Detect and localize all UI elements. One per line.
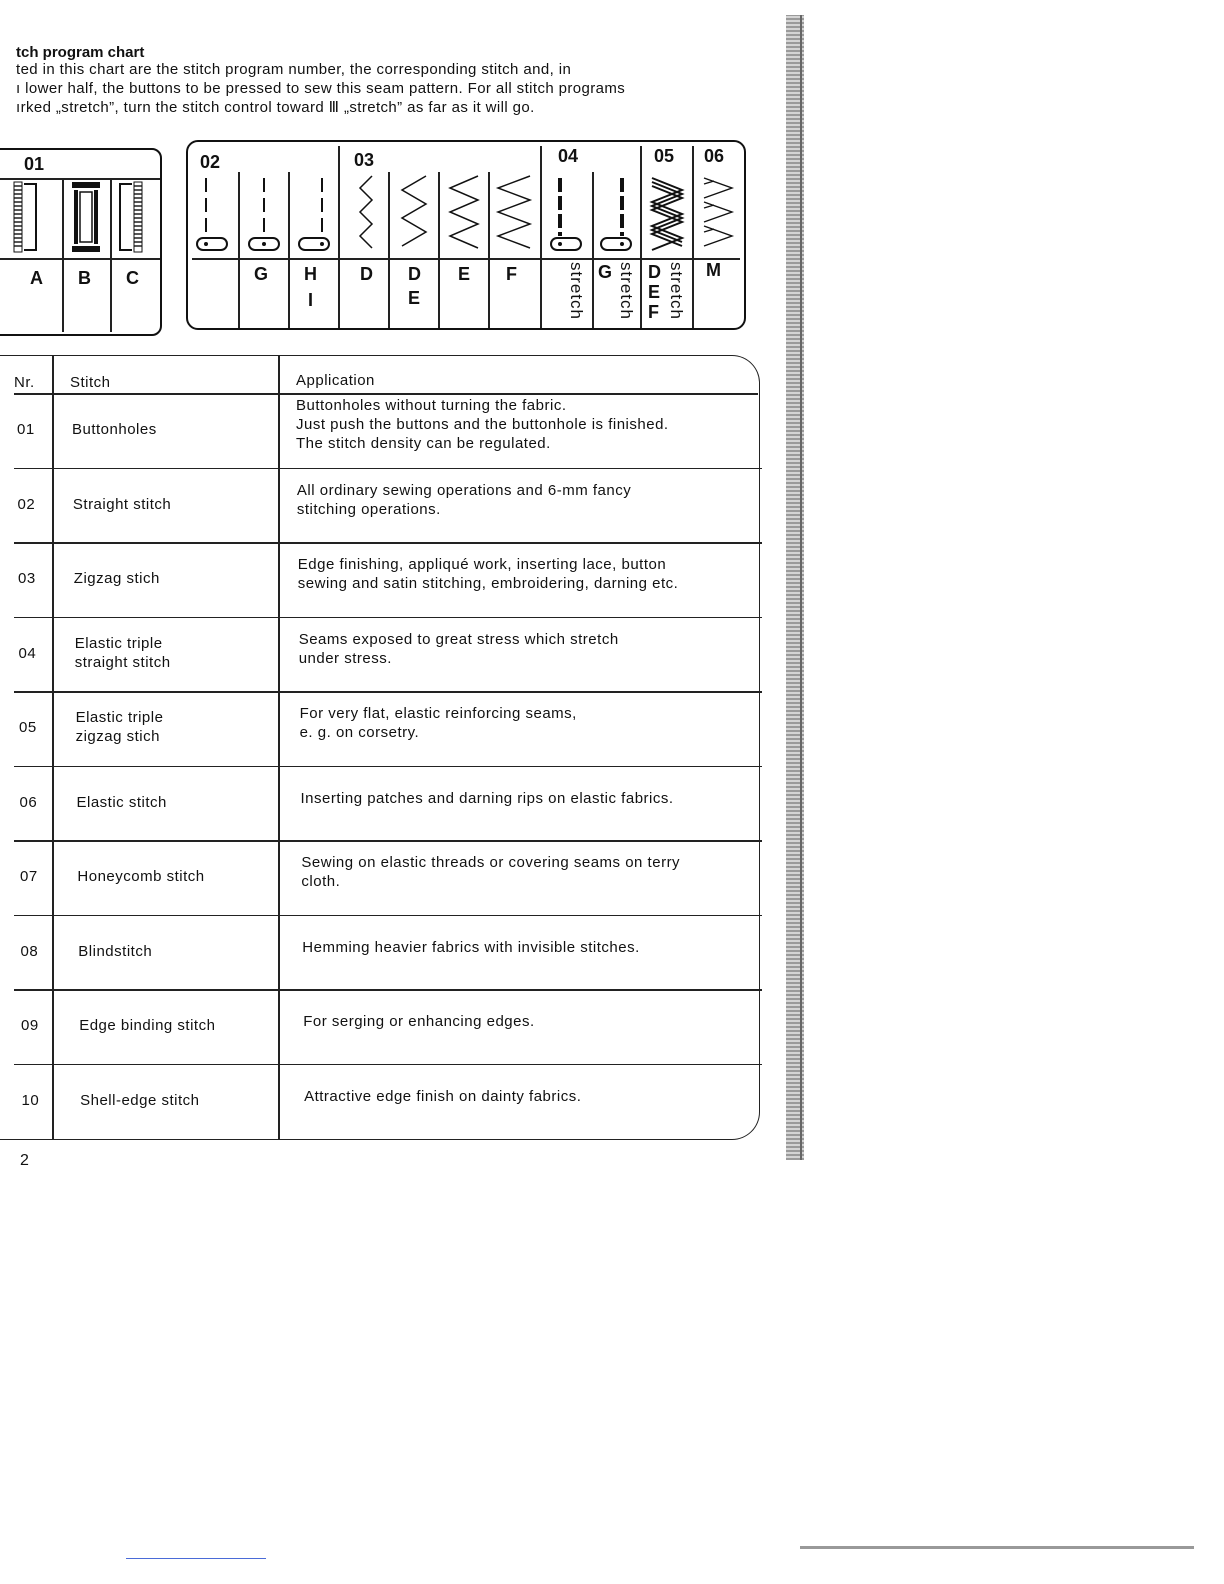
application-line: Buttonholes without turning the fabric. — [296, 397, 567, 415]
row-number: 10 — [21, 1091, 40, 1109]
page-title: tch program chart — [16, 44, 145, 61]
row-application — [302, 938, 752, 957]
panel-divider — [692, 172, 694, 328]
panel-divider — [62, 178, 64, 332]
row-application — [299, 630, 749, 668]
panel-divider — [640, 146, 642, 172]
application-line: For serging or enhancing edges. — [303, 1013, 535, 1031]
intro-line: ted in this chart are the stitch program number, the corresponding stitch and, in — [16, 61, 572, 78]
footer-line — [126, 1558, 266, 1559]
row-application — [301, 789, 751, 808]
panel-divider — [640, 172, 642, 328]
button-label-d: D — [408, 264, 421, 284]
application-line: Just push the buttons and the buttonhole is finished. — [296, 416, 669, 434]
panel-divider — [238, 172, 240, 328]
button-label-e: E — [408, 288, 421, 308]
zigzag-stitch-icon — [396, 174, 432, 254]
row-number: 02 — [17, 495, 36, 513]
button-label-b: B — [78, 268, 91, 288]
application-line: stitching operations. — [296, 500, 441, 518]
table-row-rule — [14, 542, 762, 544]
button-label-g: G — [598, 262, 613, 282]
table-row-rule — [14, 915, 762, 917]
button-label-g: G — [254, 264, 269, 284]
row-application — [297, 481, 747, 519]
button-label-d: D — [648, 262, 661, 282]
row-application — [296, 396, 746, 453]
row-number: 07 — [20, 868, 38, 886]
row-number: 06 — [19, 793, 38, 811]
table-row-rule — [14, 468, 762, 470]
program-number-02: 02 — [200, 152, 221, 172]
column-header-nr: Nr. — [14, 374, 35, 391]
button-label-d: D — [360, 264, 373, 284]
button-label-a: A — [30, 268, 43, 288]
button-label-f: F — [506, 264, 517, 284]
program-number-04: 04 — [558, 146, 579, 166]
row-stitch: Zigzag stich — [73, 570, 160, 588]
application-line: Inserting patches and darning rips on elastic fabrics. — [300, 789, 674, 807]
intro-line: ı lower half, the buttons to be pressed to sew this seam pattern. For all stitch programs — [16, 80, 626, 97]
row-number: 04 — [18, 644, 37, 662]
zigzag-stitch-icon — [446, 174, 482, 254]
buttonhole-b-icon — [68, 180, 104, 256]
row-stitch: Honeycomb stitch — [77, 868, 205, 886]
row-number: 09 — [21, 1017, 39, 1035]
table-row-rule — [14, 617, 762, 619]
table-header-rule — [14, 393, 758, 395]
row-number: 01 — [17, 421, 35, 439]
row-number: 08 — [20, 942, 39, 960]
application-line: For very flat, elastic reinforcing seams, — [299, 705, 577, 723]
application-line: cloth. — [301, 873, 341, 891]
application-line: Sewing on elastic threads or covering seams on terry — [301, 854, 681, 872]
application-line: sewing and satin stitching, embroidering, darning etc. — [297, 575, 679, 593]
straight-stitch-icon — [294, 176, 334, 256]
panel-divider — [110, 178, 112, 332]
panel-divider — [488, 172, 490, 328]
application-line: Attractive edge finish on dainty fabrics. — [304, 1087, 582, 1105]
triple-straight-stitch-icon — [548, 176, 588, 256]
row-application — [300, 704, 750, 742]
row-application — [304, 1087, 754, 1106]
binding-line — [800, 15, 802, 1160]
row-stitch: Shell-edge stitch — [80, 1091, 200, 1109]
straight-stitch-icon — [244, 176, 284, 256]
stretch-label: stretch — [567, 262, 586, 321]
row-number: 05 — [19, 719, 37, 737]
panel-divider — [288, 172, 290, 328]
panel-divider — [0, 258, 160, 260]
footer-rule — [800, 1546, 1194, 1549]
button-label-e: E — [648, 282, 661, 302]
triple-zigzag-stitch-icon — [648, 174, 688, 254]
straight-stitch-icon — [194, 176, 234, 256]
application-line: e. g. on corsetry. — [299, 724, 420, 742]
stitch-panel-buttonholes — [0, 148, 162, 336]
program-number-05: 05 — [654, 146, 675, 166]
program-number-03: 03 — [354, 150, 375, 170]
application-line: The stitch density can be regulated. — [296, 435, 551, 453]
button-label-e: E — [458, 264, 471, 284]
application-line: Hemming heavier fabrics with invisible stitches. — [302, 938, 640, 956]
buttonhole-a-icon — [12, 180, 42, 256]
row-number: 03 — [18, 570, 36, 588]
zigzag-stitch-icon — [494, 174, 534, 254]
application-line: All ordinary sewing operations and 6-mm fancy — [296, 481, 632, 499]
row-application — [298, 555, 748, 593]
row-application — [303, 1012, 753, 1031]
button-label-f: F — [648, 302, 659, 322]
row-stitch: Elastic triple straight stitch — [74, 634, 171, 671]
stretch-label: stretch — [667, 262, 686, 321]
column-header-stitch: Stitch — [70, 374, 111, 391]
application-line: Seams exposed to great stress which stretch — [298, 630, 619, 648]
buttonhole-c-icon — [116, 180, 146, 256]
panel-divider — [540, 146, 542, 172]
row-stitch: Elastic stitch — [76, 793, 167, 811]
panel-divider — [692, 146, 694, 172]
button-label-i: I — [308, 290, 314, 310]
panel-divider — [438, 172, 440, 328]
row-stitch: Elastic triple zigzag stich — [75, 709, 164, 746]
row-stitch: Buttonholes — [72, 421, 157, 439]
program-number-06: 06 — [704, 146, 725, 166]
button-label-h: H — [304, 264, 317, 284]
panel-divider — [540, 172, 542, 328]
zigzag-stitch-icon — [348, 174, 384, 254]
table-row-rule — [14, 840, 762, 842]
row-application — [301, 853, 751, 891]
table-row-rule — [14, 766, 762, 768]
application-line: Edge finishing, appliqué work, inserting lace, button — [297, 556, 667, 574]
stitch-panel-programs — [186, 140, 746, 330]
panel-divider — [192, 258, 740, 260]
button-label-c: C — [126, 268, 139, 288]
panel-divider — [338, 172, 340, 328]
triple-straight-stitch-icon — [596, 176, 636, 256]
button-label-m: M — [706, 260, 721, 280]
column-header-application: Application — [296, 372, 375, 389]
table-column-rule — [278, 355, 280, 1140]
row-stitch: Blindstitch — [78, 942, 153, 960]
table-row-rule — [14, 691, 762, 693]
elastic-stitch-icon — [698, 174, 738, 254]
panel-divider — [388, 172, 390, 328]
stretch-label: stretch — [617, 262, 636, 321]
panel-divider — [338, 146, 340, 172]
row-stitch: Edge binding stitch — [79, 1017, 216, 1035]
panel-divider — [592, 172, 594, 328]
page-number: 2 — [20, 1152, 29, 1169]
intro-line: ırked „stretch”, turn the stitch control toward Ⅲ „stretch” as far as it will go. — [16, 99, 535, 116]
table-row-rule — [14, 989, 762, 991]
program-number-01: 01 — [24, 154, 45, 174]
table-column-rule — [52, 355, 54, 1140]
application-line: under stress. — [298, 649, 392, 667]
row-stitch: Straight stitch — [72, 495, 172, 513]
intro-text — [16, 60, 756, 117]
table-row-rule — [14, 1064, 762, 1066]
stitch-table — [0, 355, 770, 1145]
